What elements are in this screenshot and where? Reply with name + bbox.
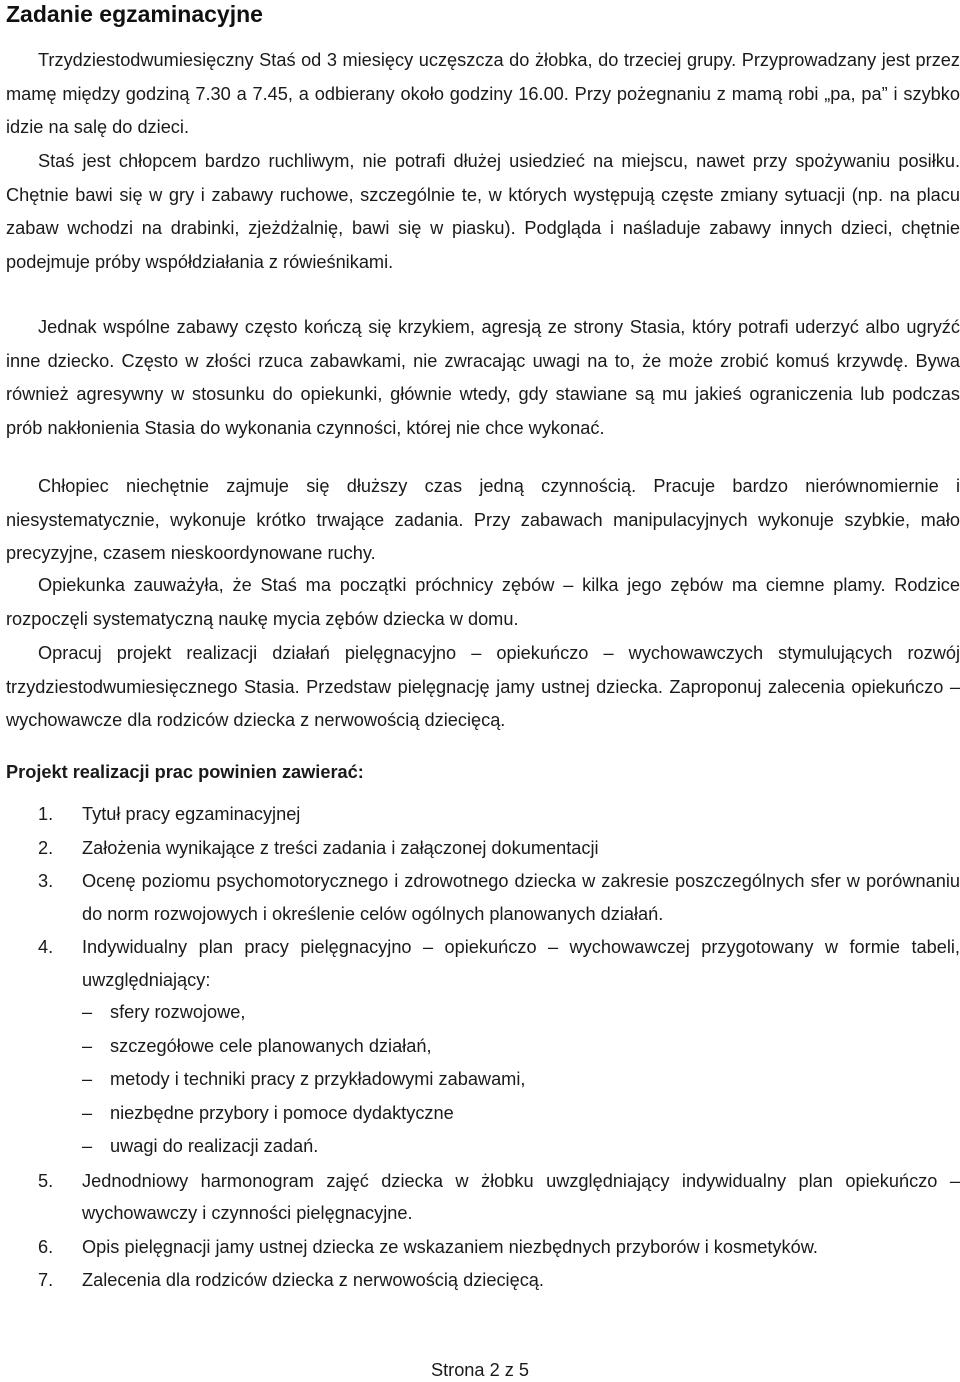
requirement-text: Indywidualny plan pracy pielęgnacyjno – opiekuńczo – wychowawczej przygotowany w formie tabeli, uwzględniający:	[82, 937, 960, 990]
requirement-number: 1.	[38, 804, 54, 824]
requirement-sublist	[82, 996, 960, 1164]
dash-bullet: –	[82, 1102, 93, 1123]
paragraph-concentration: Chłopiec niechętnie zajmuje się dłuższy czas jedną czynnością. Pracuje bardzo nierównomiernie i niesystematycznie, wykonuje krótko trwające zadania. Przy zabawach manipulacyjnych wykonuje szybkie, mało precyzyjne, czasem nieskoordynowane ruchy.	[6, 476, 960, 563]
sublist-text: niezbędne przybory i pomoce dydaktyczne	[110, 1102, 454, 1123]
requirement-number: 6.	[38, 1236, 54, 1257]
requirement-text: Opis pielęgnacji jamy ustnej dziecka ze wskazaniem niezbędnych przyborów i kosmetyków.	[82, 1236, 818, 1257]
sublist-text: uwagi do realizacji zadań.	[110, 1136, 319, 1156]
requirement-item	[6, 1165, 960, 1230]
requirement-text: Jednodniowy harmonogram zajęć dziecka w żłobku uwzględniający indywidualny plan opiekuńczo – wychowawczy i czynności pielęgnacyjne.	[82, 1170, 960, 1223]
page-number-footer: Strona 2 z 5	[430, 1360, 530, 1380]
sublist-item	[82, 1063, 960, 1097]
requirement-item	[6, 832, 960, 865]
sublist-item	[82, 1097, 960, 1131]
paragraph-task: Opracuj projekt realizacji działań pielęgnacyjno – opiekuńczo – wychowawczych stymulujących rozwój trzydziestodwumiesięcznego Stasia. Przedstaw pielęgnację jamy ustnej dziecka. Zaproponuj zalecenia opiekuńczo – wychowawcze dla rodziców dziecka z nerwowością dziecięcą.	[6, 643, 960, 730]
sublist-item	[82, 1030, 960, 1064]
requirement-number: 4.	[38, 937, 54, 957]
paragraph-intro: Trzydziestodwumiesięczny Staś od 3 miesięcy uczęszcza do żłobka, do trzeciej grupy. Przyprowadzany jest przez mamę między godziną 7.30 a 7.45, a odbierany około godziny 16.00. Przy pożegnaniu z mamą robi „pa, pa” i szybko idzie na salę do dzieci.	[6, 50, 960, 137]
requirement-text: Zalecenia dla rodziców dziecka z nerwowością dziecięcą.	[82, 1270, 544, 1290]
sublist-item	[82, 996, 960, 1030]
requirement-item	[6, 798, 960, 831]
page-title: Zadanie egzaminacyjne	[6, 1, 263, 27]
dash-bullet: –	[82, 1136, 93, 1156]
requirement-number: 3.	[38, 871, 54, 891]
sublist-text: metody i techniki pracy z przykładowymi zabawami,	[110, 1069, 526, 1089]
dash-bullet: –	[82, 1035, 93, 1056]
requirements-heading: Projekt realizacji prac powinien zawierać:	[6, 762, 364, 782]
requirement-number: 7.	[38, 1270, 54, 1290]
sublist-text: szczegółowe cele planowanych działań,	[110, 1035, 432, 1056]
requirement-item	[6, 931, 960, 1164]
requirement-text: Tytuł pracy egzaminacyjnej	[82, 804, 301, 824]
requirement-item	[6, 1231, 960, 1264]
sublist-item	[82, 1130, 960, 1164]
requirement-text: Ocenę poziomu psychomotorycznego i zdrowotnego dziecka w zakresie poszczególnych sfer w porównaniu do norm rozwojowych i określenie celów ogólnych planowanych działań.	[82, 871, 960, 924]
dash-bullet: –	[82, 1002, 93, 1022]
dash-bullet: –	[82, 1069, 93, 1089]
paragraph-behavior: Staś jest chłopcem bardzo ruchliwym, nie potrafi dłużej usiedzieć na miejscu, nawet przy spożywaniu posiłku. Chętnie bawi się w gry i zabawy ruchowe, szczególnie te, w których występują częste zmiany sytuacji (np. na placu zabaw wchodzi na drabinki, zjeżdżalnię, bawi się w piasku). Podgląda i naśladuje zabawy innych dzieci, chętnie podejmuje próby współdziałania z rówieśnikami.	[6, 151, 960, 272]
requirement-number: 2.	[38, 837, 54, 858]
paragraph-aggression: Jednak wspólne zabawy często kończą się krzykiem, agresją ze strony Stasia, który potrafi uderzyć albo ugryźć inne dziecko. Często w złości rzuca zabawkami, nie zwracając uwagi na to, że może zrobić komuś krzywdę. Bywa również agresywny w stosunku do opiekunki, głównie wtedy, gdy stawiane są mu jakieś ograniczenia lub podczas prób nakłonienia Stasia do wykonania czynności, której nie chce wykonać.	[6, 317, 960, 438]
requirement-number: 5.	[38, 1170, 54, 1191]
sublist-text: sfery rozwojowe,	[110, 1002, 246, 1022]
requirements-list	[6, 798, 960, 1298]
requirement-item	[6, 865, 960, 930]
paragraph-dental: Opiekunka zauważyła, że Staś ma początki próchnicy zębów – kilka jego zębów ma ciemne plamy. Rodzice rozpoczęli systematyczną naukę mycia zębów dziecka w domu.	[6, 575, 960, 629]
requirement-text: Założenia wynikające z treści zadania i załączonej dokumentacji	[82, 837, 599, 858]
requirement-item	[6, 1264, 960, 1297]
